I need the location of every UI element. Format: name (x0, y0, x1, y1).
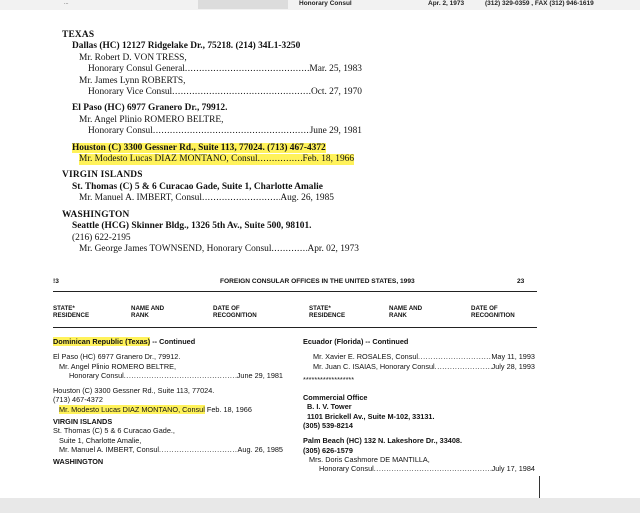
person-line (62, 193, 334, 204)
office-line: Palm Beach (HC) 132 N. Lakeshore Dr., 33408. (303, 436, 462, 446)
person-title-line (303, 464, 535, 473)
office-line: Seattle (HCG) Skinner Bldg., 1326 5th Av., Suite 500, 98101. (72, 221, 312, 232)
office-line-cont: Suite 1, Charlotte Amalie, (59, 435, 142, 445)
upper-document (62, 30, 362, 260)
page-number-right: 23 (517, 278, 525, 285)
top-fragment-left: ... (64, 0, 69, 6)
person-title: Honorary Consul (69, 370, 124, 380)
person-line (53, 445, 283, 454)
person-name: Mr. Robert D. VON TRESS, (79, 52, 187, 63)
recognition-date: May 11, 1993 (491, 352, 535, 362)
dot-leader (271, 244, 307, 255)
col-header-state-right: STATE* RESIDENCE (309, 305, 346, 319)
recognition-date: July 17, 1984 (491, 464, 535, 474)
person-name: Mr. James Lynn ROBERTS, (79, 75, 186, 86)
page-number-left: !3 (53, 278, 59, 285)
top-fragment-title: Honorary Consul (299, 0, 352, 7)
col-header-name-right: NAME AND RANK (389, 305, 423, 319)
recognition-date: Feb. 18, 1966 (302, 154, 354, 165)
person-title: Honorary Consul (88, 126, 153, 137)
left-column (53, 337, 283, 467)
recognition-date: Aug. 26, 1985 (280, 193, 334, 204)
person-name-highlight: Mr. Modesto Lucas DIAZ MONTANO, Consul (59, 404, 205, 414)
dot-leader (374, 464, 492, 473)
person-name: Mr. Juan C. ISAIAS, Honorary Consul (313, 361, 435, 371)
dot-leader (258, 154, 303, 165)
col-header-date: DATE OF RECOGNITION (213, 305, 257, 319)
dot-leader (124, 371, 237, 380)
top-fragment-phone: (312) 329-0359 , FAX (312) 946-1619 (485, 0, 594, 7)
dot-leader (418, 352, 491, 361)
separator-stars: ****************** (303, 374, 355, 384)
top-gray-block (198, 0, 288, 9)
recognition-date: Feb. 18, 1966 (206, 404, 252, 414)
texas-section (62, 30, 362, 98)
office-line: Houston (C) 3300 Gessner Rd., Suite 113, 77024. (53, 386, 215, 396)
office-line: Dallas (HC) 12127 Ridgelake Dr., 75218. (214) 34L1-3250 (72, 41, 301, 52)
dot-leader (202, 193, 280, 204)
section-title: Ecuador (Florida) -- Continued (303, 337, 409, 346)
person-title: Honorary Consul General (88, 64, 185, 75)
state-heading: TEXAS (62, 30, 95, 40)
continued-label: -- Continued (150, 337, 196, 346)
dot-leader (172, 87, 311, 98)
dot-leader (435, 362, 492, 371)
person-title-line (62, 126, 362, 137)
recognition-date: July 28, 1993 (491, 361, 535, 371)
office-line: St. Thomas (C) 5 & 6 Curacao Gade, Suite 1, Charlotte Amalie (72, 181, 323, 192)
person-line-highlight (79, 154, 354, 165)
virgin-islands-section (62, 170, 362, 204)
section-title-highlight: Dominican Republic (Texas) (53, 337, 151, 346)
office-title: Commercial Office (303, 393, 368, 403)
office-line: El Paso (HC) 6977 Granero Dr., 79912. (53, 352, 181, 362)
recognition-date: June 29, 1981 (309, 126, 362, 137)
person-name: Mr. Manuel A. IMBERT, Consul (79, 193, 202, 204)
person-name: Mr. Angel Plinio ROMERO BELTRE, (79, 114, 224, 125)
person-name: Mr. Xavier E. ROSALES, Consul (313, 352, 419, 362)
person-title: Honorary Consul (319, 464, 374, 474)
top-fragment-date: Apr. 2, 1973 (428, 0, 465, 7)
office-line: St. Thomas (C) 5 & 6 Curacao Gade., (53, 426, 175, 436)
office-line: 1101 Brickell Av., Suite M-102, 33131. (307, 411, 435, 421)
recognition-date: Oct. 27, 1970 (310, 87, 362, 98)
recognition-date: Apr. 02, 1973 (307, 243, 359, 254)
person-name: Mr. Modesto Lucas DIAZ MONTANO, Consul (79, 154, 258, 165)
bottom-strip (0, 498, 640, 513)
person-name: Mr. Manuel A. IMBERT, Consul (59, 444, 160, 454)
dot-leader (153, 126, 310, 137)
person-line (303, 362, 535, 371)
office-line-highlight: Houston (C) 3300 Gessner Rd., Suite 113, 77024. (713) 467-4372 (72, 142, 326, 153)
person-name: Mr. George James TOWNSEND, Honorary Consul (79, 243, 272, 254)
person-line (303, 352, 535, 361)
recognition-date: June 29, 1981 (236, 370, 283, 380)
office-phone: (216) 622-2195 (72, 232, 131, 243)
person-name: Mr. Angel Plinio ROMERO BELTRE, (59, 361, 177, 371)
col-header-name: NAME AND RANK (131, 305, 165, 319)
dot-leader (159, 445, 238, 454)
state-heading: WASHINGTON (53, 457, 104, 467)
person-line (53, 405, 283, 414)
header-rule-bottom (53, 327, 537, 328)
person-name: Mrs. Doris Cashmore DE MANTILLA, (309, 454, 430, 464)
scan-edge-line (539, 476, 540, 498)
header-rule-top (53, 291, 537, 292)
office-phone: (305) 626-1579 (303, 445, 353, 455)
person-title-line (62, 64, 362, 75)
dot-leader (185, 64, 310, 75)
col-header-date-right: DATE OF RECOGNITION (471, 305, 515, 319)
office-phone: (713) 467-4372 (53, 395, 103, 405)
recognition-date: Aug. 26, 1985 (237, 444, 283, 454)
right-column (303, 337, 535, 474)
office-line: B. I. V. Tower (307, 402, 352, 412)
recognition-date: Mar. 25, 1983 (309, 64, 362, 75)
running-title: FOREIGN CONSULAR OFFICES IN THE UNITED STATES, 1993 (220, 278, 415, 285)
elpaso-entry (62, 103, 362, 137)
washington-section (62, 210, 362, 256)
state-heading: VIRGIN ISLANDS (62, 170, 143, 181)
person-line (62, 244, 359, 255)
office-line: El Paso (HC) 6977 Granero Dr., 79912. (72, 103, 228, 114)
office-phone: (305) 539-8214 (303, 421, 353, 431)
person-title-line (53, 371, 283, 380)
col-header-state: STATE* RESIDENCE (53, 305, 90, 319)
state-heading: WASHINGTON (62, 209, 130, 220)
houston-entry-highlighted (62, 143, 362, 166)
person-title-line (62, 87, 362, 98)
section-title (53, 337, 283, 346)
person-title: Honorary Vice Consul (88, 87, 173, 98)
state-heading: VIRGIN ISLANDS (53, 417, 113, 427)
